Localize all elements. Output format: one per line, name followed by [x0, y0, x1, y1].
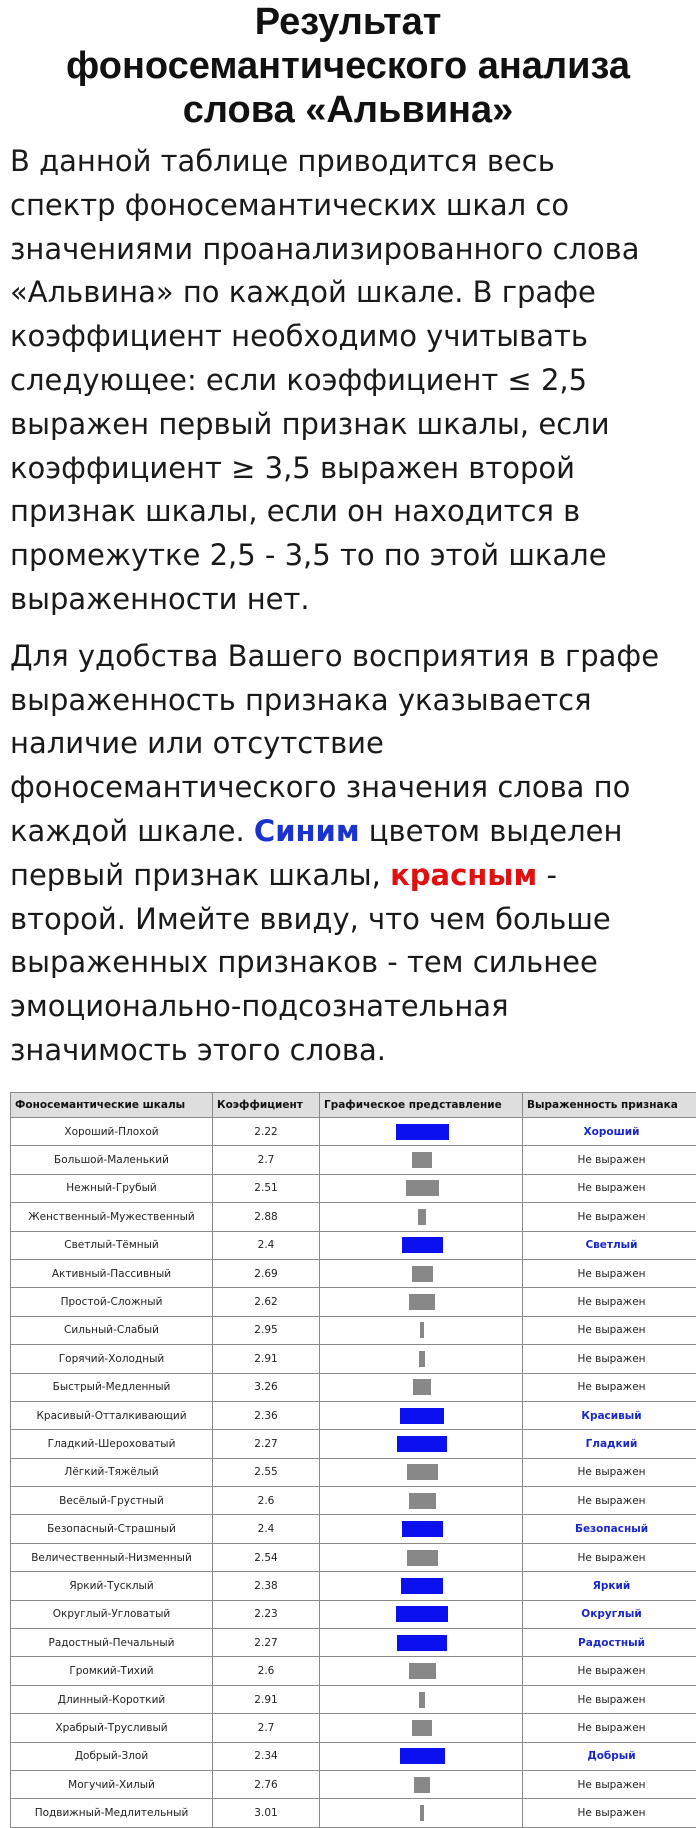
- intro-text: [0, 140, 696, 1073]
- table-row: [11, 1600, 696, 1628]
- scale-name: Величественный-Низменный: [11, 1543, 213, 1571]
- coefficient-value: 2.88: [213, 1203, 320, 1231]
- scale-name: Весёлый-Грустный: [11, 1487, 213, 1515]
- intro-paragraph-2-end: - второй. Имейте ввиду, что чем больше выраженных признаков - тем сильнее эмоционально-подсознательная значимость этого слова.: [10, 858, 611, 1067]
- coefficient-value: 2.54: [213, 1543, 320, 1571]
- coefficient-value: 2.27: [213, 1430, 320, 1458]
- graph-cell: [320, 1430, 523, 1458]
- table-row: [11, 1657, 696, 1685]
- expression-value: Красивый: [523, 1401, 696, 1429]
- expression-value: Хороший: [523, 1118, 696, 1146]
- header-expression: Выраженность признака: [523, 1093, 696, 1118]
- graph-cell: [320, 1487, 523, 1515]
- table-row: [11, 1770, 696, 1798]
- coefficient-value: 2.91: [213, 1685, 320, 1713]
- header-coefficient: Коэффициент: [213, 1093, 320, 1118]
- coefficient-value: 2.22: [213, 1118, 320, 1146]
- coefficient-bar: [420, 1805, 424, 1821]
- scale-name: Простой-Сложный: [11, 1288, 213, 1316]
- results-table: [10, 1092, 696, 1828]
- graph-cell: [320, 1345, 523, 1373]
- coefficient-bar: [414, 1777, 430, 1793]
- table-row: [11, 1203, 696, 1231]
- expression-value: Не выражен: [523, 1543, 696, 1571]
- coefficient-value: 2.51: [213, 1174, 320, 1202]
- graph-cell: [320, 1118, 523, 1146]
- header-scale: Фоносемантические шкалы: [11, 1093, 213, 1118]
- coefficient-value: 2.34: [213, 1742, 320, 1770]
- graph-cell: [320, 1203, 523, 1231]
- table-row: [11, 1515, 696, 1543]
- table-body: [11, 1118, 696, 1828]
- coefficient-bar: [400, 1408, 444, 1424]
- graph-cell: [320, 1600, 523, 1628]
- coefficient-bar: [396, 1124, 449, 1140]
- scale-name: Хороший-Плохой: [11, 1118, 213, 1146]
- red-highlight-word: красным: [390, 858, 537, 892]
- coefficient-value: 2.7: [213, 1714, 320, 1742]
- coefficient-bar: [402, 1521, 443, 1537]
- coefficient-value: 2.76: [213, 1770, 320, 1798]
- table-row: [11, 1259, 696, 1287]
- coefficient-bar: [412, 1720, 432, 1736]
- graph-cell: [320, 1770, 523, 1798]
- coefficient-bar: [401, 1578, 443, 1594]
- scale-name: Могучий-Хилый: [11, 1770, 213, 1798]
- expression-value: Округлый: [523, 1600, 696, 1628]
- coefficient-value: 2.95: [213, 1316, 320, 1344]
- graph-cell: [320, 1231, 523, 1259]
- coefficient-bar: [397, 1436, 447, 1452]
- scale-name: Округлый-Угловатый: [11, 1600, 213, 1628]
- expression-value: Не выражен: [523, 1799, 696, 1827]
- coefficient-value: 2.4: [213, 1231, 320, 1259]
- scale-name: Лёгкий-Тяжёлый: [11, 1458, 213, 1486]
- scale-name: Нежный-Грубый: [11, 1174, 213, 1202]
- coefficient-bar: [407, 1550, 438, 1566]
- expression-value: Не выражен: [523, 1657, 696, 1685]
- scale-name: Красивый-Отталкивающий: [11, 1401, 213, 1429]
- coefficient-bar: [412, 1152, 432, 1168]
- table-row: [11, 1799, 696, 1827]
- coefficient-bar: [419, 1692, 425, 1708]
- table-row: [11, 1118, 696, 1146]
- scale-name: Громкий-Тихий: [11, 1657, 213, 1685]
- coefficient-value: 2.55: [213, 1458, 320, 1486]
- graph-cell: [320, 1259, 523, 1287]
- coefficient-bar: [420, 1322, 424, 1338]
- scale-name: Яркий-Тусклый: [11, 1572, 213, 1600]
- graph-cell: [320, 1401, 523, 1429]
- coefficient-bar: [409, 1493, 436, 1509]
- coefficient-bar: [406, 1180, 439, 1196]
- coefficient-value: 2.38: [213, 1572, 320, 1600]
- intro-paragraph-2: [10, 635, 696, 1073]
- coefficient-value: 2.7: [213, 1146, 320, 1174]
- intro-paragraph-2-mid: цветом выделен первый признак шкалы,: [10, 814, 622, 892]
- coefficient-value: 2.62: [213, 1288, 320, 1316]
- graph-cell: [320, 1288, 523, 1316]
- table-row: [11, 1458, 696, 1486]
- table-row: [11, 1685, 696, 1713]
- coefficient-bar: [412, 1266, 433, 1282]
- expression-value: Не выражен: [523, 1174, 696, 1202]
- graph-cell: [320, 1543, 523, 1571]
- page-title: Результат фоносемантического анализа слова «Альвина»: [0, 0, 696, 140]
- table-row: [11, 1146, 696, 1174]
- table-row: [11, 1543, 696, 1571]
- scale-name: Безопасный-Страшный: [11, 1515, 213, 1543]
- coefficient-value: 2.91: [213, 1345, 320, 1373]
- scale-name: Светлый-Тёмный: [11, 1231, 213, 1259]
- expression-value: Не выражен: [523, 1458, 696, 1486]
- table-row: [11, 1345, 696, 1373]
- scale-name: Радостный-Печальный: [11, 1629, 213, 1657]
- expression-value: Не выражен: [523, 1146, 696, 1174]
- table-header-row: [11, 1093, 696, 1118]
- coefficient-value: 2.6: [213, 1487, 320, 1515]
- expression-value: Не выражен: [523, 1203, 696, 1231]
- expression-value: Яркий: [523, 1572, 696, 1600]
- coefficient-bar: [418, 1209, 426, 1225]
- scale-name: Большой-Маленький: [11, 1146, 213, 1174]
- coefficient-value: 2.6: [213, 1657, 320, 1685]
- blue-highlight-word: Синим: [254, 814, 360, 848]
- coefficient-value: 2.4: [213, 1515, 320, 1543]
- scale-name: Добрый-Злой: [11, 1742, 213, 1770]
- coefficient-value: 3.26: [213, 1373, 320, 1401]
- table-row: [11, 1373, 696, 1401]
- coefficient-bar: [409, 1294, 435, 1310]
- coefficient-value: 2.69: [213, 1259, 320, 1287]
- graph-cell: [320, 1685, 523, 1713]
- table-row: [11, 1714, 696, 1742]
- graph-cell: [320, 1174, 523, 1202]
- graph-cell: [320, 1458, 523, 1486]
- expression-value: Не выражен: [523, 1770, 696, 1798]
- graph-cell: [320, 1572, 523, 1600]
- expression-value: Не выражен: [523, 1288, 696, 1316]
- table-row: [11, 1572, 696, 1600]
- graph-cell: [320, 1799, 523, 1827]
- coefficient-value: 2.36: [213, 1401, 320, 1429]
- expression-value: Радостный: [523, 1629, 696, 1657]
- expression-value: Не выражен: [523, 1316, 696, 1344]
- graph-cell: [320, 1742, 523, 1770]
- graph-cell: [320, 1373, 523, 1401]
- coefficient-bar: [400, 1748, 445, 1764]
- coefficient-bar: [402, 1237, 443, 1253]
- expression-value: Не выражен: [523, 1259, 696, 1287]
- scale-name: Сильный-Слабый: [11, 1316, 213, 1344]
- scale-name: Подвижный-Медлительный: [11, 1799, 213, 1827]
- graph-cell: [320, 1316, 523, 1344]
- coefficient-bar: [407, 1464, 438, 1480]
- scale-name: Активный-Пассивный: [11, 1259, 213, 1287]
- coefficient-bar: [409, 1663, 436, 1679]
- coefficient-value: 2.23: [213, 1600, 320, 1628]
- graph-cell: [320, 1714, 523, 1742]
- scale-name: Гладкий-Шероховатый: [11, 1430, 213, 1458]
- expression-value: Не выражен: [523, 1487, 696, 1515]
- table-row: [11, 1401, 696, 1429]
- table-row: [11, 1288, 696, 1316]
- table-row: [11, 1629, 696, 1657]
- table-row: [11, 1316, 696, 1344]
- expression-value: Безопасный: [523, 1515, 696, 1543]
- scale-name: Быстрый-Медленный: [11, 1373, 213, 1401]
- intro-paragraph-1: В данной таблице приводится весь спектр фоносемантических шкал со значениями проанализированного слова «Альвина» по каждой шкале. В графе коэффициент необходимо учитывать следующее: если коэффициент ≤ 2,5 выражен первый признак шкалы, если коэффициент ≥ 3,5 выражен второй признак шкалы, если он находится в промежутке 2,5 - 3,5 то по этой шкале выраженности нет.: [10, 140, 696, 622]
- header-graph: Графическое представление: [320, 1093, 523, 1118]
- expression-value: Не выражен: [523, 1345, 696, 1373]
- expression-value: Не выражен: [523, 1714, 696, 1742]
- scale-name: Длинный-Короткий: [11, 1685, 213, 1713]
- coefficient-bar: [419, 1351, 425, 1367]
- coefficient-bar: [396, 1606, 448, 1622]
- table-row: [11, 1231, 696, 1259]
- coefficient-bar: [413, 1379, 431, 1395]
- graph-cell: [320, 1515, 523, 1543]
- intro-paragraph-2-start: Для удобства Вашего восприятия в графе выраженность признака указывается наличие или отсутствие фоносемантического значения слова по каждой шкале.: [10, 639, 659, 848]
- table-row: [11, 1174, 696, 1202]
- expression-value: Гладкий: [523, 1430, 696, 1458]
- expression-value: Добрый: [523, 1742, 696, 1770]
- table-row: [11, 1742, 696, 1770]
- scale-name: Женственный-Мужественный: [11, 1203, 213, 1231]
- coefficient-value: 3.01: [213, 1799, 320, 1827]
- coefficient-value: 2.27: [213, 1629, 320, 1657]
- expression-value: Светлый: [523, 1231, 696, 1259]
- table-row: [11, 1430, 696, 1458]
- coefficient-bar: [397, 1635, 447, 1651]
- expression-value: Не выражен: [523, 1685, 696, 1713]
- table-row: [11, 1487, 696, 1515]
- graph-cell: [320, 1629, 523, 1657]
- graph-cell: [320, 1657, 523, 1685]
- graph-cell: [320, 1146, 523, 1174]
- scale-name: Горячий-Холодный: [11, 1345, 213, 1373]
- expression-value: Не выражен: [523, 1373, 696, 1401]
- scale-name: Храбрый-Трусливый: [11, 1714, 213, 1742]
